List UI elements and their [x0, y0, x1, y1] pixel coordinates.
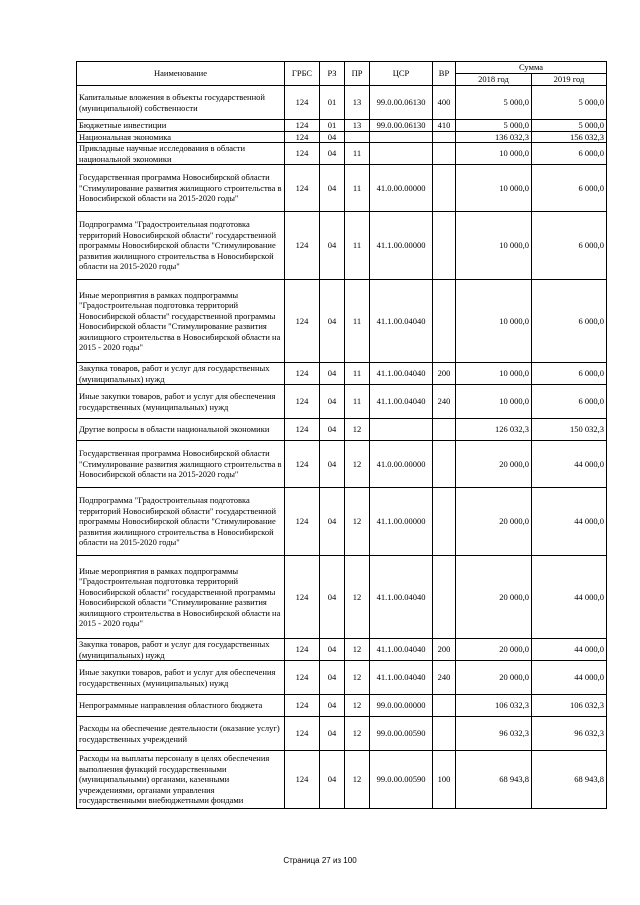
cell-vr: [433, 695, 456, 717]
cell-rz: 04: [320, 165, 345, 212]
table-row: [77, 212, 607, 280]
cell-grbs: 124: [285, 86, 320, 120]
cell-csr: 99.0.00.00590: [370, 717, 433, 751]
cell-csr: 41.0.00.00000: [370, 165, 433, 212]
cell-rz: 04: [320, 143, 345, 165]
cell-name: Подпрограмма "Градостроительная подготовка территорий Новосибирской области" государственной программы Новосибирской области "Стимулирование развития жилищного строительства в Новосибирской области на 2015-2020 годы": [77, 212, 285, 280]
cell-csr: 41.1.00.00000: [370, 488, 433, 556]
page-number: Страница 27 из 100: [283, 856, 357, 865]
cell-grbs: 124: [285, 695, 320, 717]
cell-2019: 6 000,0: [532, 165, 607, 212]
cell-rz: 04: [320, 280, 345, 363]
cell-2019: 44 000,0: [532, 556, 607, 639]
table-row: [77, 717, 607, 751]
cell-rz: 04: [320, 488, 345, 556]
cell-csr: [370, 131, 433, 143]
header-pr: ПР: [345, 62, 370, 86]
cell-2018: 10 000,0: [456, 212, 532, 280]
cell-2019: 5 000,0: [532, 86, 607, 120]
cell-csr: 41.0.00.00000: [370, 441, 433, 488]
cell-grbs: 124: [285, 717, 320, 751]
table-row: [77, 695, 607, 717]
cell-grbs: 124: [285, 143, 320, 165]
cell-grbs: 124: [285, 131, 320, 143]
cell-vr: [433, 165, 456, 212]
cell-2018: 10 000,0: [456, 385, 532, 419]
cell-pr: 12: [345, 751, 370, 809]
table-row: [77, 385, 607, 419]
cell-vr: [433, 280, 456, 363]
table-row: [77, 165, 607, 212]
table-row: [77, 556, 607, 639]
cell-pr: 12: [345, 695, 370, 717]
cell-pr: 13: [345, 86, 370, 120]
cell-2018: 68 943,8: [456, 751, 532, 809]
cell-pr: 12: [345, 717, 370, 751]
cell-rz: 04: [320, 556, 345, 639]
header-csr: ЦСР: [370, 62, 433, 86]
cell-rz: 04: [320, 441, 345, 488]
cell-rz: 04: [320, 717, 345, 751]
cell-vr: [433, 143, 456, 165]
cell-2019: 6 000,0: [532, 212, 607, 280]
table-row: [77, 488, 607, 556]
header-name: Наименование: [77, 62, 285, 86]
cell-csr: [370, 143, 433, 165]
cell-name: Бюджетные инвестиции: [77, 120, 285, 132]
cell-name: Иные закупки товаров, работ и услуг для обеспечения государственных (муниципальных) нужд: [77, 661, 285, 695]
cell-vr: 100: [433, 751, 456, 809]
cell-name: Расходы на выплаты персоналу в целях обеспечения выполнения функций государственными (муниципальными) органами, казенными учреждениями, органами управления государственными внебюджетными фондами: [77, 751, 285, 809]
cell-2019: 6 000,0: [532, 143, 607, 165]
cell-2018: 136 032,3: [456, 131, 532, 143]
table-row: [77, 131, 607, 143]
cell-2018: 20 000,0: [456, 488, 532, 556]
cell-vr: 240: [433, 661, 456, 695]
header-rz: РЗ: [320, 62, 345, 86]
cell-rz: 04: [320, 661, 345, 695]
table-body: [77, 86, 607, 809]
cell-pr: 12: [345, 556, 370, 639]
table-header: [77, 62, 607, 86]
cell-2019: 68 943,8: [532, 751, 607, 809]
cell-name: Иные мероприятия в рамках подпрограммы "Градостроительная подготовка территорий Новосибирской области" государственной программы Новосибирской области "Стимулирование развития жилищного строительства в Новосибирской области на 2015 - 2020 годы": [77, 556, 285, 639]
table-row: [77, 86, 607, 120]
table-row: [77, 419, 607, 441]
table-row: [77, 280, 607, 363]
cell-grbs: 124: [285, 751, 320, 809]
cell-name: Закупка товаров, работ и услуг для государственных (муниципальных) нужд: [77, 639, 285, 661]
header-grbs: ГРБС: [285, 62, 320, 86]
cell-vr: [433, 717, 456, 751]
cell-rz: 04: [320, 212, 345, 280]
table-row: [77, 639, 607, 661]
cell-grbs: 124: [285, 212, 320, 280]
cell-2018: 10 000,0: [456, 143, 532, 165]
cell-2018: 126 032,3: [456, 419, 532, 441]
cell-2019: 150 032,3: [532, 419, 607, 441]
header-year-2018: 2018 год: [456, 74, 532, 86]
cell-pr: 12: [345, 441, 370, 488]
cell-grbs: 124: [285, 661, 320, 695]
cell-rz: 04: [320, 751, 345, 809]
cell-2019: 44 000,0: [532, 639, 607, 661]
cell-name: Закупка товаров, работ и услуг для государственных (муниципальных) нужд: [77, 363, 285, 385]
cell-name: Расходы на обеспечение деятельности (оказание услуг) государственных учреждений: [77, 717, 285, 751]
cell-grbs: 124: [285, 165, 320, 212]
cell-2018: 10 000,0: [456, 165, 532, 212]
cell-pr: 11: [345, 385, 370, 419]
cell-name: Другие вопросы в области национальной экономики: [77, 419, 285, 441]
cell-pr: 12: [345, 419, 370, 441]
cell-grbs: 124: [285, 639, 320, 661]
cell-csr: 99.0.00.00590: [370, 751, 433, 809]
cell-csr: 99.0.00.06130: [370, 120, 433, 132]
cell-name: Иные мероприятия в рамках подпрограммы "Градостроительная подготовка территорий Новосибирской области" государственной программы Новосибирской области "Стимулирование развития жилищного строительства в Новосибирской области на 2015 - 2020 годы": [77, 280, 285, 363]
cell-vr: [433, 488, 456, 556]
cell-pr: 11: [345, 280, 370, 363]
cell-name: Капитальные вложения в объекты государственной (муниципальной) собственности: [77, 86, 285, 120]
cell-rz: 04: [320, 385, 345, 419]
cell-grbs: 124: [285, 120, 320, 132]
cell-rz: 04: [320, 639, 345, 661]
cell-2018: 106 032,3: [456, 695, 532, 717]
cell-csr: 41.1.00.04040: [370, 363, 433, 385]
cell-vr: [433, 556, 456, 639]
cell-pr: 11: [345, 143, 370, 165]
cell-grbs: 124: [285, 280, 320, 363]
cell-rz: 01: [320, 120, 345, 132]
table-row: [77, 441, 607, 488]
cell-pr: 13: [345, 120, 370, 132]
cell-rz: 04: [320, 363, 345, 385]
cell-grbs: 124: [285, 419, 320, 441]
cell-2018: 5 000,0: [456, 86, 532, 120]
cell-pr: 11: [345, 363, 370, 385]
header-sum: Сумма: [456, 62, 607, 74]
cell-2019: 44 000,0: [532, 441, 607, 488]
cell-2018: 96 032,3: [456, 717, 532, 751]
cell-name: Государственная программа Новосибирской области "Стимулирование развития жилищного строительства в Новосибирской области на 2015-2020 годы": [77, 165, 285, 212]
cell-rz: 04: [320, 419, 345, 441]
cell-2019: 44 000,0: [532, 488, 607, 556]
cell-name: Национальная экономика: [77, 131, 285, 143]
header-vr: ВР: [433, 62, 456, 86]
cell-2019: 156 032,3: [532, 131, 607, 143]
table-row: [77, 143, 607, 165]
cell-csr: 41.1.00.04040: [370, 556, 433, 639]
cell-pr: 11: [345, 165, 370, 212]
cell-grbs: 124: [285, 441, 320, 488]
cell-grbs: 124: [285, 556, 320, 639]
budget-table: [76, 61, 607, 809]
cell-pr: 12: [345, 661, 370, 695]
cell-pr: [345, 131, 370, 143]
table-row: [77, 363, 607, 385]
cell-name: Подпрограмма "Градостроительная подготовка территорий Новосибирской области" государственной программы Новосибирской области "Стимулирование развития жилищного строительства в Новосибирской области на 2015-2020 годы": [77, 488, 285, 556]
cell-vr: [433, 419, 456, 441]
cell-2018: 20 000,0: [456, 661, 532, 695]
cell-vr: 240: [433, 385, 456, 419]
cell-csr: [370, 419, 433, 441]
cell-2018: 20 000,0: [456, 556, 532, 639]
cell-2018: 20 000,0: [456, 441, 532, 488]
cell-2018: 10 000,0: [456, 363, 532, 385]
cell-2019: 6 000,0: [532, 385, 607, 419]
cell-vr: [433, 131, 456, 143]
cell-csr: 99.0.00.00000: [370, 695, 433, 717]
cell-vr: [433, 441, 456, 488]
cell-csr: 41.1.00.04040: [370, 661, 433, 695]
cell-csr: 41.1.00.04040: [370, 639, 433, 661]
cell-csr: 41.1.00.04040: [370, 280, 433, 363]
cell-rz: 01: [320, 86, 345, 120]
table-row: [77, 751, 607, 809]
cell-2019: 5 000,0: [532, 120, 607, 132]
cell-vr: [433, 212, 456, 280]
cell-csr: 41.1.00.04040: [370, 385, 433, 419]
cell-2019: 106 032,3: [532, 695, 607, 717]
cell-rz: 04: [320, 131, 345, 143]
cell-2018: 10 000,0: [456, 280, 532, 363]
cell-2018: 5 000,0: [456, 120, 532, 132]
cell-name: Иные закупки товаров, работ и услуг для обеспечения государственных (муниципальных) нужд: [77, 385, 285, 419]
cell-rz: 04: [320, 695, 345, 717]
cell-grbs: 124: [285, 385, 320, 419]
cell-pr: 12: [345, 639, 370, 661]
cell-2018: 20 000,0: [456, 639, 532, 661]
cell-grbs: 124: [285, 488, 320, 556]
cell-grbs: 124: [285, 363, 320, 385]
cell-pr: 11: [345, 212, 370, 280]
cell-2019: 6 000,0: [532, 280, 607, 363]
table-row: [77, 120, 607, 132]
cell-name: Непрограммные направления областного бюджета: [77, 695, 285, 717]
cell-csr: 99.0.00.06130: [370, 86, 433, 120]
cell-pr: 12: [345, 488, 370, 556]
table-row: [77, 661, 607, 695]
cell-vr: 200: [433, 639, 456, 661]
cell-name: Государственная программа Новосибирской области "Стимулирование развития жилищного строительства в Новосибирской области на 2015-2020 годы": [77, 441, 285, 488]
cell-vr: 200: [433, 363, 456, 385]
cell-name: Прикладные научные исследования в области национальной экономики: [77, 143, 285, 165]
cell-vr: 410: [433, 120, 456, 132]
cell-2019: 96 032,3: [532, 717, 607, 751]
cell-vr: 400: [433, 86, 456, 120]
cell-csr: 41.1.00.00000: [370, 212, 433, 280]
cell-2019: 44 000,0: [532, 661, 607, 695]
header-year-2019: 2019 год: [532, 74, 607, 86]
cell-2019: 6 000,0: [532, 363, 607, 385]
